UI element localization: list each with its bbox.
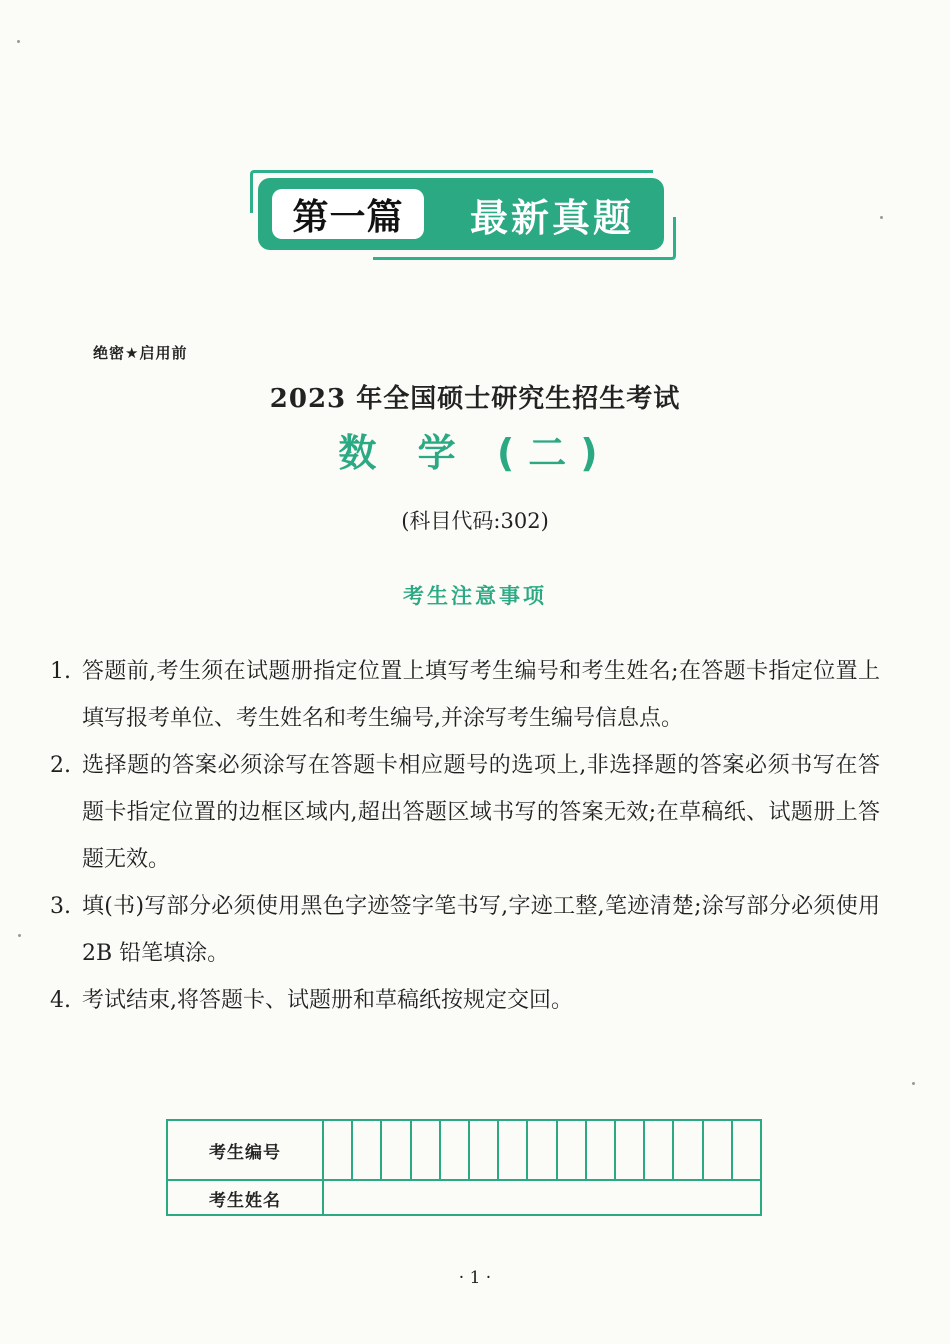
candidate-number-cell[interactable] (324, 1121, 353, 1179)
candidate-number-cell[interactable] (412, 1121, 441, 1179)
notice-number: 3. (50, 894, 71, 919)
notice-item (50, 648, 880, 742)
candidate-number-cell[interactable] (674, 1121, 703, 1179)
candidate-number-cell[interactable] (704, 1121, 733, 1179)
candidate-number-cells (324, 1121, 760, 1179)
notice-text: 填(书)写部分必须使用黑色字迹签字笔书写,字迹工整,笔迹清楚;涂写部分必须使用 2B 铅笔填涂。 (82, 894, 880, 966)
subject-code: (科目代码:302) (401, 509, 549, 533)
notice-heading: 考生注意事项 (403, 584, 547, 608)
candidate-number-cell[interactable] (733, 1121, 760, 1179)
notice-text: 选择题的答案必须涂写在答题卡相应题号的选项上,非选择题的答案必须书写在答题卡指定位置的边框区域内,超出答题区域书写的答案无效;在草稿纸、试题册上答题无效。 (82, 753, 880, 872)
notice-text: 考试结束,将答题卡、试题册和草稿纸按规定交回。 (82, 988, 573, 1013)
scan-speck (18, 934, 21, 937)
notice-number: 4. (50, 988, 71, 1013)
notice-text: 答题前,考生须在试题册指定位置上填写考生编号和考生姓名;在答题卡指定位置上填写报考单位、考生姓名和考生编号,并涂写考生编号信息点。 (82, 659, 880, 731)
candidate-number-cell[interactable] (616, 1121, 645, 1179)
candidate-number-cell[interactable] (353, 1121, 382, 1179)
candidate-number-cell[interactable] (441, 1121, 470, 1179)
candidate-name-field[interactable] (324, 1181, 760, 1216)
candidate-number-cell[interactable] (528, 1121, 557, 1179)
scan-speck (880, 216, 883, 219)
scan-speck (17, 40, 20, 43)
notice-number: 1. (50, 659, 71, 684)
candidate-name-label: 考生姓名 (168, 1181, 324, 1216)
banner-label: 第一篇 (272, 189, 424, 239)
candidate-name-row (168, 1181, 760, 1216)
scan-speck (912, 1082, 915, 1085)
candidate-number-label: 考生编号 (168, 1121, 324, 1179)
page-number: · 1 · (458, 1268, 492, 1288)
candidate-number-cell[interactable] (558, 1121, 587, 1179)
candidate-number-row (168, 1121, 760, 1181)
candidate-info-table (166, 1119, 762, 1216)
candidate-number-cell[interactable] (470, 1121, 499, 1179)
candidate-number-cell[interactable] (382, 1121, 411, 1179)
candidate-number-cell[interactable] (587, 1121, 616, 1179)
notice-number: 2. (50, 753, 71, 778)
notice-list (50, 648, 880, 1024)
exam-title: 2023 年全国硕士研究生招生考试 (269, 384, 681, 414)
notice-item (50, 977, 880, 1024)
banner-title: 最新真题 (470, 195, 635, 240)
subject-title: 数 学 (二) (338, 431, 612, 475)
notice-item (50, 883, 880, 977)
banner-body (258, 178, 664, 250)
candidate-number-cell[interactable] (499, 1121, 528, 1179)
candidate-number-cell[interactable] (645, 1121, 674, 1179)
secret-mark: 绝密★启用前 (93, 344, 188, 362)
section-banner (258, 178, 664, 250)
notice-item (50, 742, 880, 883)
